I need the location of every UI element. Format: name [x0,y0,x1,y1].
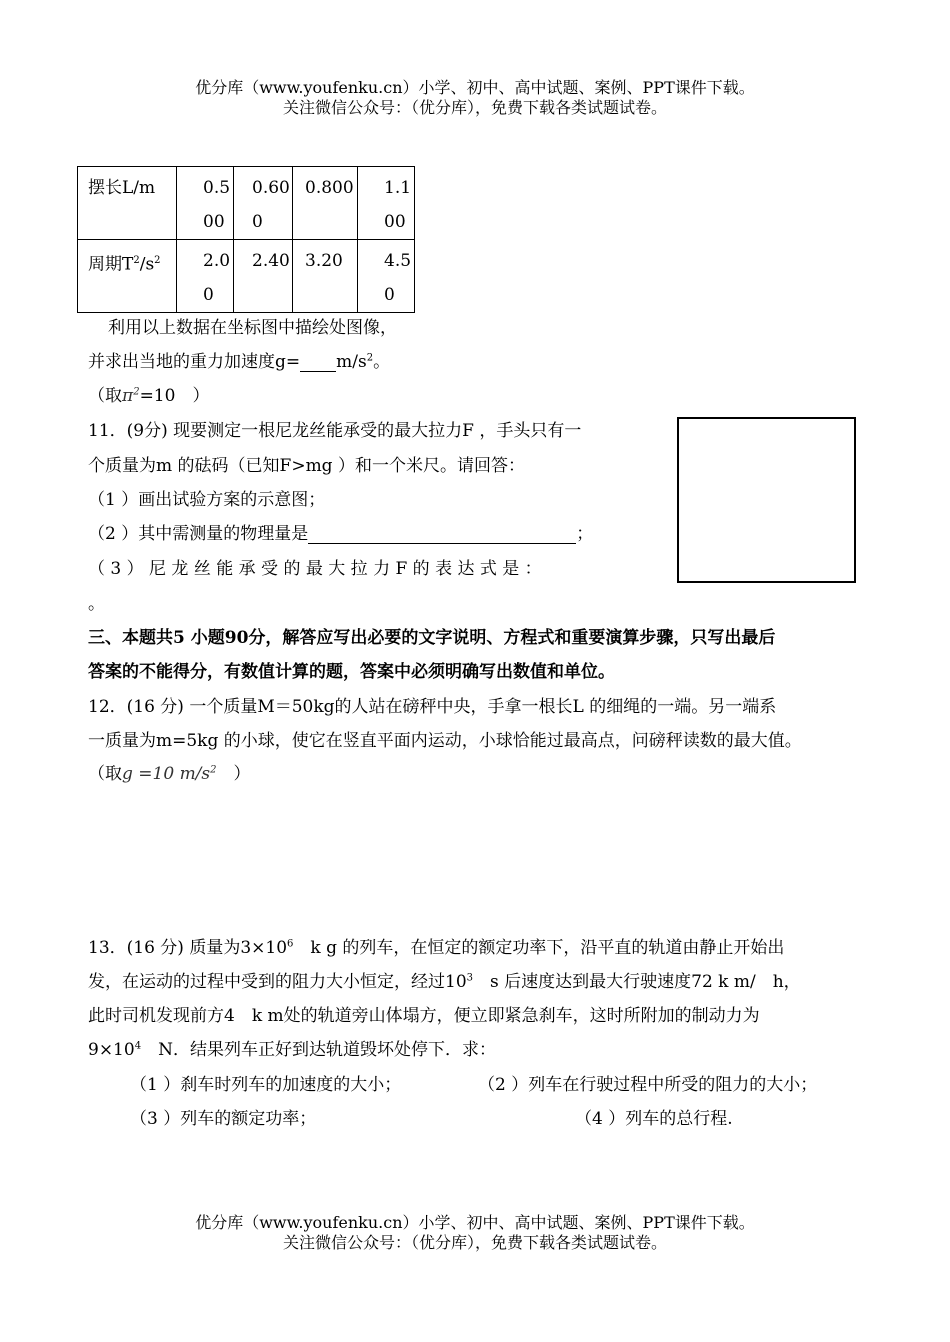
header-line-2: 关注微信公众号：（优分库），免费下载各类试题试卷。 [282,98,667,117]
q13-line-4: $9\times 10^4$ N．结果列车正好到达轨道毁坏处停下．求： [88,1040,496,1060]
table-cell: 2.00 [177,240,234,313]
table-row [78,240,415,313]
footer-line-1: 优分库（www.youfenku.cn）小学、初中、高中试题、案例、PPT课件下载。 [195,1213,755,1232]
q11-line-5: （ 3 ） 尼 龙 丝 能 承 受 的 最 大 拉 力 F 的 表 达 式 是 ： [88,559,542,579]
table-cell: 4.50 [358,240,415,313]
section-3-heading-2: 答案的不能得分，有数值计算的题，答案中必须明确写出数值和单位。 [88,662,615,682]
q10-line-2: 并求出当地的重力加速度$g= m/s^2$。 [88,352,391,372]
answer-blank[interactable] [300,371,336,372]
table-cell: 2.40 [234,240,293,313]
q13-item-3: （3 ）列车的额定功率； [130,1109,317,1129]
header-line-1: 优分库（www.youfenku.cn）小学、初中、高中试题、案例、PPT课件下载。 [195,78,755,97]
table-row [78,167,415,240]
q11-line-6: 。 [88,594,105,614]
table-cell: 0.800 [293,167,358,240]
q13-line-1: 13．(16 分) 质量为$3\times 10^6$ k g 的列车，在恒定的额定功率下，沿平直的轨道由静止开始出 [88,938,785,958]
table-row-label: 摆长L/m [78,167,177,240]
table-row-label: 周期$T^2/s^2$ [78,240,177,313]
q13-item-1: （1 ）刹车时列车的加速度的大小； [130,1075,402,1095]
q12-line-1: 12．(16 分) 一个质量M＝50kg的人站在磅秤中央，手拿一根长L 的细绳的一端。另一端系 [88,697,777,717]
answer-blank[interactable] [308,543,576,544]
footer-line-2: 关注微信公众号：（优分库），免费下载各类试题试卷。 [282,1233,667,1252]
q13-line-2: 发，在运动的过程中受到的阻力大小恒定，经过$10^3$ s 后速度达到最大行驶速度72 k m/ h， [88,972,801,992]
table-cell: 3.20 [293,240,358,313]
q11-line-4: （2 ）其中需测量的物理量是 ； [88,524,594,544]
table-cell: 0.600 [234,167,293,240]
q10-line-3: （取$\pi^2=10$ ） [88,386,210,406]
q13-line-3: 此时司机发现前方4 k m处的轨道旁山体塌方，便立即紧急刹车，这时所附加的制动力为 [88,1006,760,1026]
table-cell: 0.500 [177,167,234,240]
pendulum-data-table [77,166,415,313]
q11-line-2: 个质量为m 的砝码（已知F>mg ）和一个米尺。请回答： [88,456,525,476]
q13-item-2: （2 ）列车在行驶过程中所受的阻力的大小； [478,1075,818,1095]
diagram-answer-box[interactable] [677,417,856,583]
q12-line-2: 一质量为m=5kg 的小球，使它在竖直平面内运动，小球恰能过最高点，问磅秤读数的最大值。 [88,731,802,751]
q10-line-1: 利用以上数据在坐标图中描绘处图像， [108,318,397,338]
table-cell: 1.100 [358,167,415,240]
q11-line-3: （1 ）画出试验方案的示意图； [88,490,326,510]
q13-item-4: （4 ）列车的总行程. [575,1109,733,1129]
q11-line-1: 11．(9分) 现要测定一根尼龙丝能承受的最大拉力F ，手头只有一 [88,421,582,441]
section-3-heading-1: 三、本题共5 小题90分，解答应写出必要的文字说明、方程式和重要演算步骤，只写出最后 [88,628,776,648]
q12-line-3: （取g =10 $m/s^2$ ） [88,764,251,784]
